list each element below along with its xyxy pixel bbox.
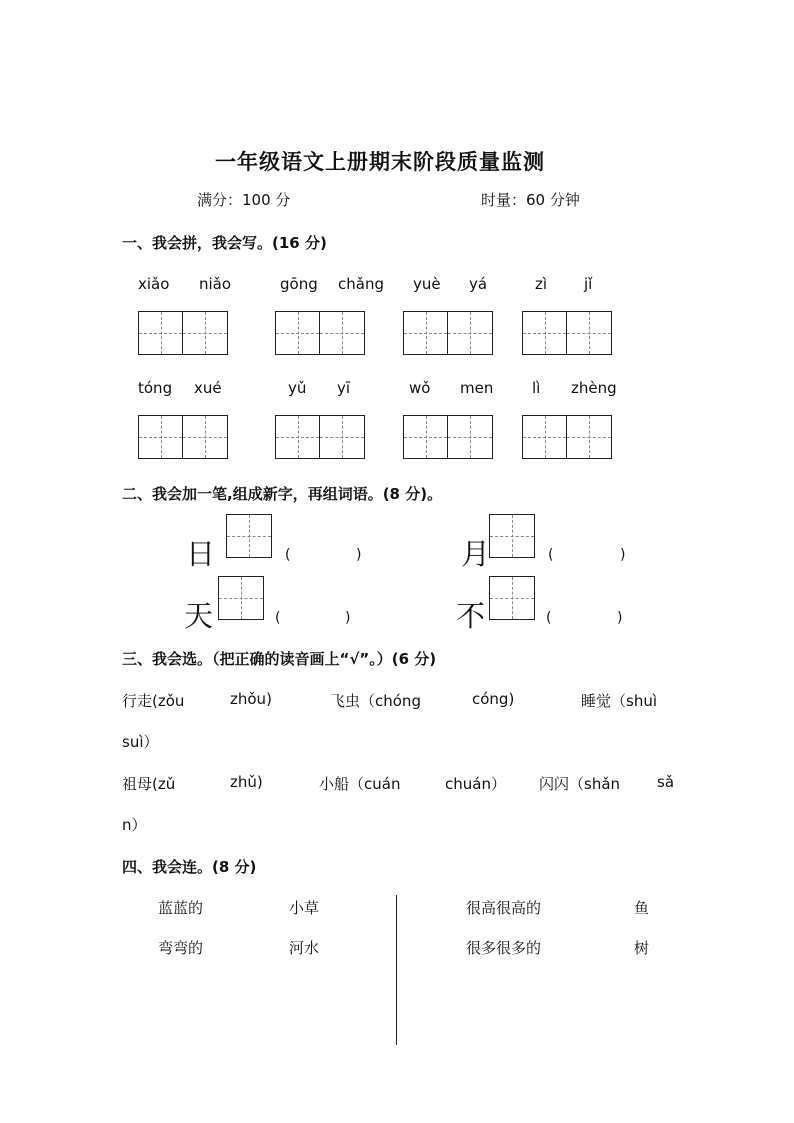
pinyin: men <box>460 379 494 397</box>
writing-grid[interactable] <box>138 311 228 355</box>
section4-heading: 四、我会连。(8 分) <box>122 858 257 876</box>
reading-choice: zhǒu) <box>230 690 272 708</box>
writing-grid[interactable] <box>218 576 264 620</box>
paren-open: ( <box>546 610 552 626</box>
reading-choice: 祖母(zǔ <box>122 775 176 793</box>
paren-close: ) <box>620 547 626 563</box>
reading-choice: 小船（cuán <box>319 775 401 793</box>
writing-grid[interactable] <box>522 415 612 459</box>
pinyin: zhèng <box>571 379 617 397</box>
writing-grid[interactable] <box>226 514 272 558</box>
paren-open: ( <box>275 610 281 626</box>
base-character: 天 <box>184 599 214 633</box>
pinyin: yá <box>469 275 488 293</box>
match-word[interactable]: 鱼 <box>634 899 650 917</box>
match-word[interactable]: 弯弯的 <box>158 939 204 957</box>
reading-choice: cóng) <box>472 690 515 708</box>
pinyin: niǎo <box>199 275 232 293</box>
match-word[interactable]: 蓝蓝的 <box>158 899 204 917</box>
match-word[interactable]: 很高很高的 <box>466 899 542 917</box>
paren-open: ( <box>285 547 291 563</box>
match-word[interactable]: 小草 <box>289 899 320 917</box>
writing-grid[interactable] <box>522 311 612 355</box>
paren-open: ( <box>548 547 554 563</box>
pinyin: zì <box>535 275 548 293</box>
pinyin: jǐ <box>584 275 593 293</box>
time-limit: 时量：60 分钟 <box>481 191 580 209</box>
writing-grid[interactable] <box>138 415 228 459</box>
writing-grid[interactable] <box>489 514 535 558</box>
paren-close: ) <box>345 610 351 626</box>
reading-choice: suì） <box>122 733 159 751</box>
section1-heading: 一、我会拼，我会写。(16 分) <box>122 234 327 252</box>
match-word[interactable]: 很多很多的 <box>466 939 542 957</box>
base-character: 月 <box>461 537 491 571</box>
match-word[interactable]: 树 <box>634 939 650 957</box>
writing-grid[interactable] <box>489 576 535 620</box>
reading-choice: sǎ <box>657 773 675 791</box>
pinyin: yī <box>337 379 351 397</box>
writing-grid[interactable] <box>403 311 493 355</box>
writing-grid[interactable] <box>275 415 365 459</box>
base-character: 不 <box>456 599 486 633</box>
pinyin: yǔ <box>288 379 307 397</box>
pinyin: lì <box>532 379 541 397</box>
page-title: 一年级语文上册期末阶段质量监测 <box>215 150 545 174</box>
reading-choice: 闪闪（shǎn <box>539 775 621 793</box>
pinyin: xué <box>194 379 222 397</box>
pinyin: chǎng <box>338 275 384 293</box>
writing-grid[interactable] <box>275 311 365 355</box>
reading-choice: chuán） <box>445 775 506 793</box>
paren-close: ) <box>617 610 623 626</box>
reading-choice: zhǔ) <box>230 773 263 791</box>
reading-choice: 飞虫（chóng <box>330 692 421 710</box>
reading-choice: 睡觉（shuì <box>581 692 657 710</box>
divider <box>396 895 397 1045</box>
pinyin: gōng <box>280 275 318 293</box>
pinyin: xiǎo <box>138 275 170 293</box>
full-score: 满分：100 分 <box>197 191 291 209</box>
match-word[interactable]: 河水 <box>289 939 320 957</box>
pinyin: tóng <box>138 379 173 397</box>
section2-heading: 二、我会加一笔,组成新字，再组词语。(8 分)。 <box>122 485 443 503</box>
pinyin: wǒ <box>409 379 431 397</box>
reading-choice: n） <box>122 816 147 834</box>
pinyin: yuè <box>413 275 441 293</box>
base-character: 日 <box>186 537 216 571</box>
writing-grid[interactable] <box>403 415 493 459</box>
section3-heading: 三、我会选。（把正确的读音画上“√”。）(6 分) <box>122 650 437 668</box>
paren-close: ) <box>356 547 362 563</box>
reading-choice: 行走(zǒu <box>122 692 185 710</box>
